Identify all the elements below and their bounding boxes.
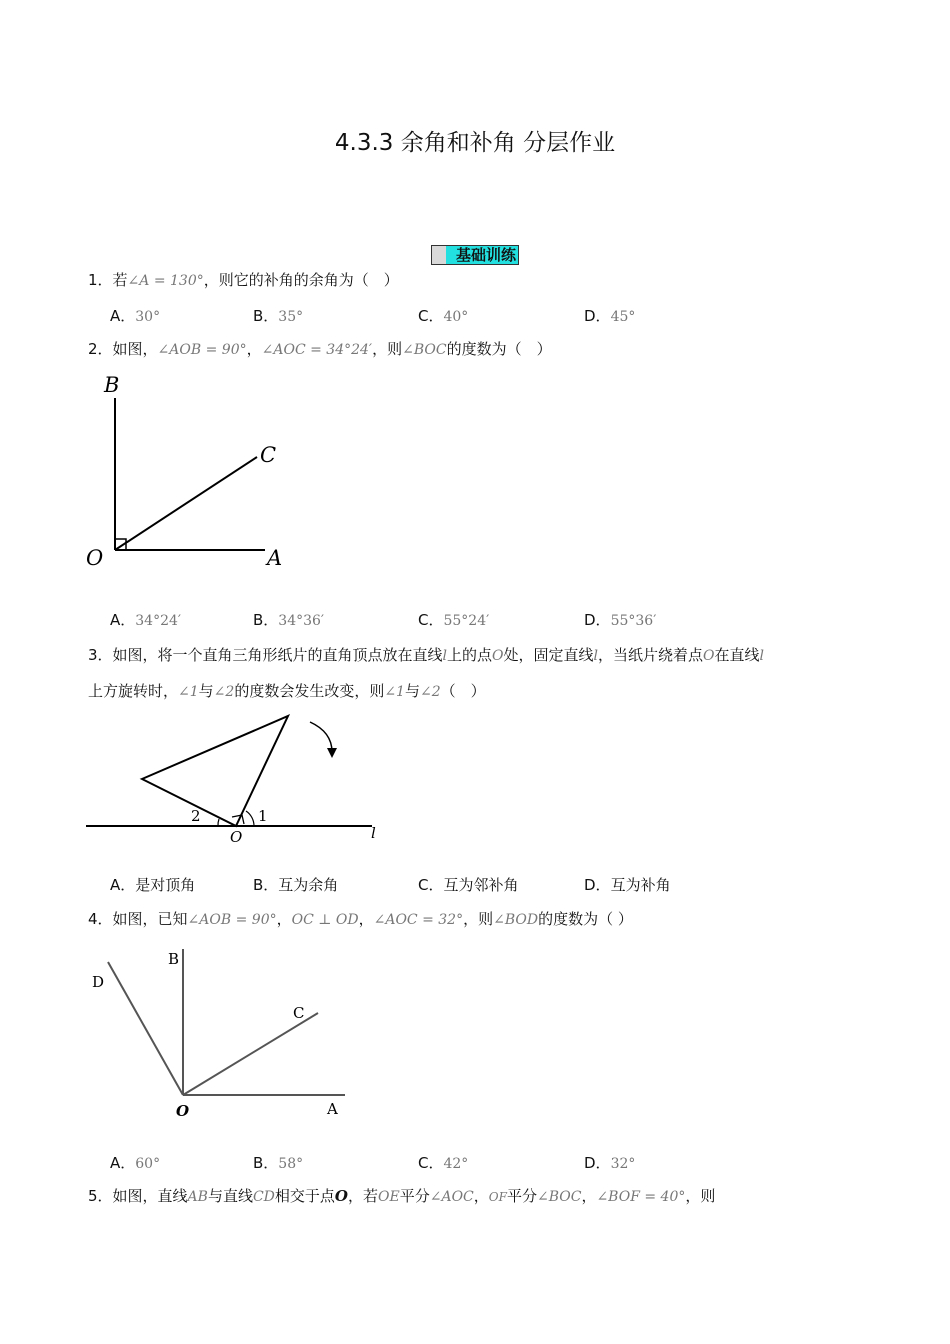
angle-1-arc: [246, 811, 254, 826]
q2-option-d: D．55°36′: [584, 611, 657, 629]
q1-option-a: A．30°: [110, 307, 161, 325]
section-banner: 基础训练: [431, 245, 519, 265]
q1-number: 1．若: [88, 271, 128, 289]
label-o: O: [230, 828, 243, 846]
rotation-arrow: [310, 722, 332, 752]
question-4: 4．如图，已知∠AOB = 90°，OC ⊥ OD，∠AOC = 32°，则∠BOD的度数为（ ）: [88, 910, 633, 928]
q1-option-b: B．35°: [253, 307, 304, 325]
q4-option-b: B．58°: [253, 1154, 304, 1172]
angle-2-arc: [218, 819, 219, 826]
q1-text: ，则它的补角的余角为（ ）: [203, 271, 399, 289]
q3-option-d: D．互为补角: [584, 876, 671, 894]
label-b: B: [168, 950, 180, 968]
ray-od: [108, 962, 183, 1095]
q4-figure: [80, 940, 370, 1120]
q3-figure: [80, 708, 400, 848]
q2-option-b: B．34°36′: [253, 611, 325, 629]
label-l: l: [371, 824, 376, 842]
question-3-line-2: 上方旋转时，∠1与∠2的度数会发生改变，则∠1与∠2（ ）: [88, 682, 486, 700]
label-c: C: [260, 443, 277, 467]
question-3-line-1: 3．如图，将一个直角三角形纸片的直角顶点放在直线l上的点O处，固定直线l，当纸片绕着点O在直线l: [88, 646, 765, 664]
label-1: 1: [258, 807, 268, 825]
q4-option-d: D．32°: [584, 1154, 636, 1172]
q2-option-c: C．55°24′: [418, 611, 490, 629]
q4-option-a: A．60°: [110, 1154, 161, 1172]
ray-oc: [183, 1013, 318, 1095]
page-title: 4.3.3 余角和补角 分层作业: [334, 130, 616, 156]
q3-option-a: A．是对顶角: [110, 876, 196, 894]
q4-option-c: C．42°: [418, 1154, 469, 1172]
label-a: A: [327, 1100, 338, 1118]
rotation-arrowhead: [327, 748, 337, 758]
label-b: B: [104, 373, 120, 397]
q2-option-a: A．34°24′: [110, 611, 182, 629]
label-2: 2: [191, 807, 201, 825]
question-2: 2．如图，∠AOB = 90°，∠AOC = 34°24′，则∠BOC的度数为（ ）: [88, 340, 552, 358]
q1-option-c: C．40°: [418, 307, 469, 325]
label-c: C: [293, 1004, 305, 1022]
question-1: [88, 270, 399, 291]
q1-math: ∠A = 130°: [127, 273, 204, 289]
q3-option-b: B．互为余角: [253, 876, 339, 894]
q2-figure: [80, 368, 310, 578]
q1-option-d: D．45°: [584, 307, 636, 325]
label-o: O: [86, 546, 104, 570]
question-5: 5．如图，直线AB与直线CD相交于点O，若OE平分∠AOC，OF平分∠BOC，∠BOF = 40°，则: [88, 1187, 716, 1205]
q3-option-c: C．互为邻补角: [418, 876, 519, 894]
label-o: O: [176, 1102, 190, 1120]
ray-oc: [115, 457, 257, 550]
label-d: D: [92, 973, 105, 991]
label-a: A: [267, 546, 283, 570]
